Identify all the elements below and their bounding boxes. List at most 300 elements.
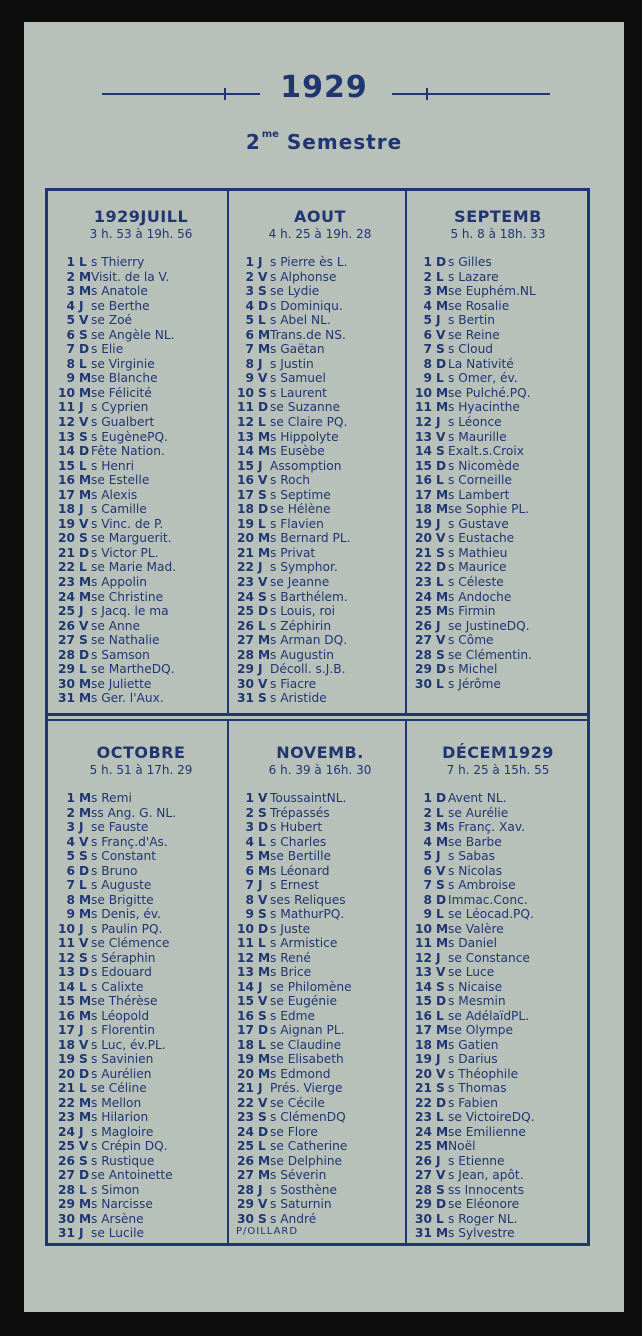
saint-name: s Florentin <box>91 1023 155 1038</box>
weekday-letter: S <box>258 1110 267 1125</box>
saint-name: s Cyprien <box>91 400 149 415</box>
day-number: 21 <box>237 545 254 560</box>
weekday-letter: J <box>258 356 263 371</box>
day-row <box>415 1081 581 1096</box>
weekday-letter: D <box>258 400 269 415</box>
day-number: 23 <box>415 1110 432 1125</box>
weekday-letter: M <box>258 444 271 459</box>
day-row <box>58 1139 224 1154</box>
calendar-year-title: 1929 <box>280 70 368 105</box>
day-row <box>58 1052 224 1067</box>
day-row <box>237 1023 403 1038</box>
saint-name: s Aristide <box>270 691 327 706</box>
day-number: 30 <box>237 676 254 691</box>
day-number: 2 <box>423 805 432 820</box>
weekday-letter: D <box>258 820 269 835</box>
day-number: 17 <box>58 487 75 502</box>
day-number: 11 <box>58 936 75 951</box>
day-row <box>58 459 224 474</box>
saint-name: s Anatole <box>91 284 148 299</box>
day-number: 18 <box>237 1037 254 1052</box>
day-row <box>237 502 403 517</box>
saint-name: se Lucile <box>91 1226 144 1241</box>
day-number: 29 <box>58 1197 75 1212</box>
saint-name: s Léonard <box>270 863 330 878</box>
day-row <box>237 835 403 850</box>
saint-name: s Jacq. le ma <box>91 604 169 619</box>
weekday-letter: S <box>258 589 267 604</box>
day-row <box>237 546 403 561</box>
day-row <box>58 444 224 459</box>
saint-name: se Bertille <box>270 849 332 864</box>
weekday-letter: D <box>436 662 447 677</box>
day-number: 12 <box>58 950 75 965</box>
day-row <box>58 313 224 328</box>
day-row <box>237 1168 403 1183</box>
day-row <box>415 677 581 692</box>
day-row <box>237 1009 403 1024</box>
day-number: 20 <box>415 1066 432 1081</box>
saint-name: se Virginie <box>91 356 155 371</box>
day-number: 29 <box>237 662 254 677</box>
weekday-letter: L <box>436 1110 444 1125</box>
saint-name: s Augustin <box>270 647 334 662</box>
day-row <box>237 1212 403 1227</box>
day-number: 29 <box>58 662 75 677</box>
weekday-letter: D <box>258 604 269 619</box>
saint-name: s Mathieu <box>448 545 508 560</box>
weekday-letter: M <box>436 487 449 502</box>
weekday-letter: J <box>258 878 263 893</box>
day-row <box>415 791 581 806</box>
day-row <box>237 590 403 605</box>
saint-name: se Marie Mad. <box>91 560 177 575</box>
weekday-letter: D <box>79 545 90 560</box>
day-row <box>237 907 403 922</box>
day-row <box>58 677 224 692</box>
weekday-letter: S <box>79 531 88 546</box>
day-number: 27 <box>58 1168 75 1183</box>
day-number: 26 <box>58 1153 75 1168</box>
day-number: 28 <box>58 647 75 662</box>
weekday-letter: S <box>436 878 445 893</box>
saint-name: se Clémence <box>91 936 170 951</box>
day-row <box>237 575 403 590</box>
saint-name: s Aurélien <box>91 1066 152 1081</box>
saint-name: s Fiacre <box>270 676 317 691</box>
saint-name: s Franç. Xav. <box>448 820 525 835</box>
day-number: 2 <box>245 269 254 284</box>
day-number: 26 <box>415 618 432 633</box>
weekday-letter: D <box>79 342 90 357</box>
weekday-letter: J <box>436 415 441 430</box>
day-row <box>415 284 581 299</box>
saint-name: s Hubert <box>270 820 323 835</box>
day-number: 1 <box>245 791 254 805</box>
saint-name: s Sabas <box>448 849 495 864</box>
weekday-letter: M <box>79 805 92 820</box>
saint-name: s Maurice <box>448 560 507 575</box>
day-number: 29 <box>237 1197 254 1212</box>
day-row <box>58 1096 224 1111</box>
weekday-letter: J <box>79 502 84 517</box>
weekday-letter: V <box>79 1037 89 1052</box>
printer-mark: P/OILLARD <box>236 1226 299 1237</box>
saint-name: se Cécile <box>270 1095 325 1110</box>
semester-label: Semestre <box>286 130 403 154</box>
day-row <box>58 575 224 590</box>
day-number: 15 <box>58 458 75 473</box>
weekday-letter: V <box>258 371 268 386</box>
weekday-letter: M <box>79 691 92 706</box>
weekday-letter: S <box>79 327 88 342</box>
saint-name: se Elisabeth <box>270 1052 344 1067</box>
saint-name: s Andoche <box>448 589 512 604</box>
day-row <box>58 806 224 821</box>
day-row <box>415 1038 581 1053</box>
weekday-letter: D <box>436 255 447 269</box>
saint-name: s Léopold <box>91 1008 150 1023</box>
weekday-letter: D <box>258 1124 269 1139</box>
weekday-letter: D <box>436 1197 447 1212</box>
weekday-letter: S <box>258 1211 267 1226</box>
weekday-letter: V <box>79 1139 89 1154</box>
day-row <box>237 994 403 1009</box>
weekday-letter: M <box>436 589 449 604</box>
day-number: 20 <box>58 1066 75 1081</box>
day-number: 6 <box>423 327 432 342</box>
column-divider <box>405 721 407 1243</box>
day-row <box>237 791 403 806</box>
saint-name: se Eléonore <box>448 1197 520 1212</box>
weekday-letter: M <box>436 604 449 619</box>
saint-name: s Jean, apôt. <box>448 1168 524 1183</box>
column-divider <box>405 191 407 715</box>
saint-name: s Luc, év.PL. <box>91 1037 166 1052</box>
saint-name: s Sylvestre <box>448 1226 515 1241</box>
weekday-letter: J <box>258 1182 263 1197</box>
day-number: 11 <box>237 936 254 951</box>
day-number: 22 <box>415 1095 432 1110</box>
day-number: 14 <box>237 444 254 459</box>
saint-name: s Elie <box>91 342 124 357</box>
saint-name: s Saturnin <box>270 1197 332 1212</box>
day-number: 31 <box>58 691 75 706</box>
day-row <box>415 575 581 590</box>
weekday-letter: J <box>79 298 84 313</box>
saint-name: se Emilienne <box>448 1124 526 1139</box>
day-number: 15 <box>237 994 254 1009</box>
sun-times: 4 h. 25 à 19h. 28 <box>268 227 372 241</box>
day-number: 9 <box>245 371 254 386</box>
day-row <box>58 430 224 445</box>
saint-name: s Abel NL. <box>270 313 331 328</box>
weekday-letter: J <box>436 618 441 633</box>
day-number: 30 <box>58 1211 75 1226</box>
day-row <box>415 619 581 634</box>
day-row <box>237 531 403 546</box>
day-number: 13 <box>415 965 432 980</box>
day-number: 30 <box>415 676 432 691</box>
saint-name: s Côme <box>448 633 494 648</box>
weekday-letter: M <box>436 385 449 400</box>
weekday-letter: M <box>436 1139 449 1154</box>
day-number: 12 <box>237 415 254 430</box>
day-row <box>237 328 403 343</box>
weekday-letter: V <box>79 313 89 328</box>
calendar-card <box>24 22 624 1312</box>
day-number: 3 <box>245 820 254 835</box>
day-row <box>415 270 581 285</box>
weekday-letter: D <box>436 458 447 473</box>
day-row <box>237 677 403 692</box>
weekday-letter: M <box>79 892 92 907</box>
weekday-letter: D <box>79 444 90 459</box>
day-row <box>237 1096 403 1111</box>
day-number: 3 <box>423 820 432 835</box>
month-name: OCTOBRE <box>96 743 186 762</box>
day-row <box>58 648 224 663</box>
saint-name: s Céleste <box>448 575 504 590</box>
weekday-letter: S <box>258 907 267 922</box>
weekday-letter: S <box>79 429 88 444</box>
calendar-grid <box>45 188 590 1246</box>
weekday-letter: V <box>436 633 446 648</box>
day-number: 10 <box>415 921 432 936</box>
day-row <box>58 691 224 706</box>
day-number: 2 <box>423 269 432 284</box>
day-row <box>237 849 403 864</box>
day-number: 20 <box>58 531 75 546</box>
saint-name: s Dominiqu. <box>270 298 343 313</box>
day-row <box>415 893 581 908</box>
weekday-letter: V <box>258 892 268 907</box>
saint-name: s René <box>270 950 311 965</box>
weekday-letter: S <box>79 1052 88 1067</box>
day-row <box>415 1154 581 1169</box>
saint-name: Décoll. s.J.B. <box>270 662 346 677</box>
day-row <box>58 619 224 634</box>
day-row <box>415 965 581 980</box>
saint-name: s Thierry <box>91 255 145 269</box>
day-number: 20 <box>415 531 432 546</box>
weekday-letter: J <box>258 979 263 994</box>
weekday-letter: M <box>436 502 449 517</box>
weekday-letter: M <box>79 1211 92 1226</box>
saint-name: s Franç.d'As. <box>91 834 168 849</box>
saint-name: se MartheDQ. <box>91 662 175 677</box>
weekday-letter: M <box>436 820 449 835</box>
saint-name: s Juste <box>270 921 311 936</box>
sun-times: 5 h. 51 à 17h. 29 <box>89 763 193 777</box>
day-row <box>58 965 224 980</box>
saint-name: s Paulin PQ. <box>91 921 163 936</box>
day-number: 30 <box>58 676 75 691</box>
weekday-letter: M <box>79 575 92 590</box>
saint-name: se Eugénie <box>270 994 337 1009</box>
day-row <box>58 864 224 879</box>
saint-name: ToussaintNL. <box>270 791 347 805</box>
day-number: 11 <box>415 936 432 951</box>
day-number: 23 <box>415 575 432 590</box>
month-name: 1929JUILL <box>93 207 189 226</box>
weekday-letter: L <box>79 356 87 371</box>
saint-name: se Catherine <box>270 1139 348 1154</box>
day-row <box>58 1125 224 1140</box>
weekday-letter: S <box>436 545 445 560</box>
saint-name: s Ger. l'Aux. <box>91 691 164 706</box>
saint-name: s André <box>270 1211 317 1226</box>
weekday-letter: V <box>79 618 89 633</box>
weekday-letter: M <box>436 1226 449 1241</box>
day-number: 13 <box>237 965 254 980</box>
saint-name: se Aurélie <box>448 805 509 820</box>
day-row <box>58 980 224 995</box>
weekday-letter: L <box>79 255 87 269</box>
weekday-letter: M <box>79 589 92 604</box>
day-number: 17 <box>415 1023 432 1038</box>
saint-name: s EugènePQ. <box>91 429 168 444</box>
day-row <box>415 371 581 386</box>
saint-name: s Victor PL. <box>91 545 159 560</box>
day-row <box>237 820 403 835</box>
saint-name: se Olympe <box>448 1023 514 1038</box>
weekday-letter: L <box>436 676 444 691</box>
day-number: 7 <box>423 342 432 357</box>
day-row <box>237 951 403 966</box>
day-row <box>415 835 581 850</box>
day-row <box>58 604 224 619</box>
day-row <box>415 662 581 677</box>
day-number: 1 <box>245 255 254 269</box>
day-number: 28 <box>237 647 254 662</box>
weekday-letter: M <box>79 676 92 691</box>
weekday-letter: M <box>258 1066 271 1081</box>
sun-times: 6 h. 39 à 16h. 30 <box>268 763 372 777</box>
weekday-letter: M <box>79 1095 92 1110</box>
saint-name: s Brice <box>270 965 312 980</box>
weekday-letter: M <box>436 1037 449 1052</box>
day-number: 22 <box>237 1095 254 1110</box>
day-row <box>237 313 403 328</box>
weekday-letter: V <box>258 1095 268 1110</box>
day-number: 31 <box>237 691 254 706</box>
day-row <box>237 922 403 937</box>
day-row <box>237 633 403 648</box>
weekday-letter: J <box>258 255 263 269</box>
weekday-letter: M <box>436 298 449 313</box>
weekday-letter: L <box>436 371 444 386</box>
weekday-letter: D <box>258 298 269 313</box>
saint-name: s Fabien <box>448 1095 498 1110</box>
day-row <box>415 328 581 343</box>
day-row <box>415 980 581 995</box>
saint-name: s Arsène <box>91 1211 144 1226</box>
weekday-letter: M <box>258 327 271 342</box>
month-name: SEPTEMB <box>454 207 542 226</box>
saint-name: La Nativité <box>448 356 514 371</box>
weekday-letter: V <box>258 994 268 1009</box>
weekday-letter: M <box>258 1052 271 1067</box>
weekday-letter: L <box>79 878 87 893</box>
day-row <box>415 1110 581 1125</box>
weekday-letter: S <box>79 849 88 864</box>
day-row <box>237 1139 403 1154</box>
day-number: 25 <box>415 1139 432 1154</box>
weekday-letter: L <box>436 269 444 284</box>
day-number: 23 <box>237 575 254 590</box>
month-name: DÉCEM1929 <box>442 743 554 762</box>
day-number: 22 <box>58 560 75 575</box>
day-number: 10 <box>58 385 75 400</box>
day-number: 3 <box>245 284 254 299</box>
saint-name: s Alexis <box>91 487 138 502</box>
weekday-letter: M <box>258 1153 271 1168</box>
day-number: 12 <box>58 415 75 430</box>
saint-name: s Edmond <box>270 1066 331 1081</box>
day-row <box>237 517 403 532</box>
weekday-letter: J <box>258 1081 263 1096</box>
day-row <box>237 430 403 445</box>
day-row <box>415 1052 581 1067</box>
day-number: 2 <box>66 269 75 284</box>
saint-name: s Bertin <box>448 313 495 328</box>
day-row <box>415 1009 581 1024</box>
saint-name: s Justin <box>270 356 314 371</box>
day-number: 1 <box>66 255 75 269</box>
sun-times: 5 h. 8 à 18h. 33 <box>450 227 546 241</box>
day-list <box>58 791 224 1241</box>
day-row <box>415 1096 581 1111</box>
saint-name: se Philomène <box>270 979 352 994</box>
day-row <box>237 1125 403 1140</box>
day-row <box>237 1154 403 1169</box>
day-row <box>415 604 581 619</box>
day-number: 11 <box>415 400 432 415</box>
day-number: 30 <box>415 1211 432 1226</box>
saint-name: se Estelle <box>91 473 150 488</box>
saint-name: s Ambroise <box>448 878 516 893</box>
saint-name: s ClémenDQ <box>270 1110 346 1125</box>
weekday-letter: V <box>258 791 268 805</box>
saint-name: s Savinien <box>91 1052 154 1067</box>
saint-name: s Hippolyte <box>270 429 339 444</box>
day-number: 5 <box>66 313 75 328</box>
saint-name: s Symphor. <box>270 560 338 575</box>
day-number: 16 <box>415 473 432 488</box>
day-number: 9 <box>66 907 75 922</box>
day-number: 6 <box>423 863 432 878</box>
saint-name: s Thomas <box>448 1081 507 1096</box>
day-number: 23 <box>58 1110 75 1125</box>
day-row <box>415 1067 581 1082</box>
day-row <box>237 662 403 677</box>
day-row <box>415 430 581 445</box>
weekday-letter: L <box>258 415 266 430</box>
day-list <box>237 255 403 706</box>
day-row <box>58 386 224 401</box>
saint-name: se Anne <box>91 618 141 633</box>
day-row <box>237 473 403 488</box>
saint-name: se Pulché.PQ. <box>448 385 531 400</box>
weekday-letter: D <box>436 791 447 805</box>
weekday-letter: M <box>258 647 271 662</box>
column-divider <box>227 721 229 1243</box>
day-row <box>58 342 224 357</box>
day-number: 13 <box>58 965 75 980</box>
saint-name: s Armistice <box>270 936 338 951</box>
weekday-letter: M <box>258 863 271 878</box>
